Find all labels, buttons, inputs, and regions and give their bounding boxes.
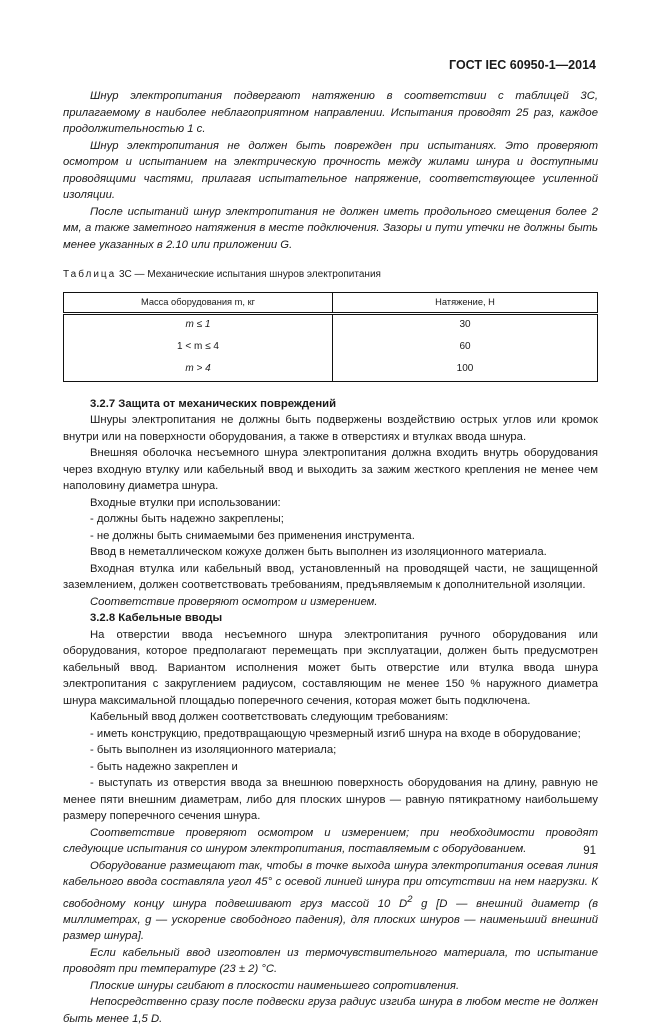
section-heading: 3.2.7 Защита от механических повреждений <box>90 397 337 410</box>
table-caption <box>63 267 598 284</box>
paragraph: Плоские шнуры сгибают в плоскости наименьшего сопротивления. <box>90 979 460 992</box>
paragraph: Соответствие проверяют осмотром и измерением. <box>90 595 378 608</box>
paragraph: Ввод в неметаллическом кожухе должен быть выполнен из изоляционного материала. <box>90 546 547 558</box>
superscript: 2 <box>407 892 413 904</box>
paragraph: Если кабельный ввод изготовлен из термочувствительного материала, то испытание проводят при температуре (23 ± 2) °С. <box>63 946 598 976</box>
list-item: - быть надежно закреплен и <box>90 760 238 773</box>
paragraph: Внешняя оболочка несъемного шнура электропитания должна входить внутрь оборудования через входную втулку или кабельный ввод и выходить за зажим жесткого крепления не менее чем наполовину диаметра шнура. <box>63 447 598 492</box>
cell-mass: m ≤ 1 <box>64 313 333 337</box>
paragraph: Входные втулки при использовании: <box>90 496 281 509</box>
table-row <box>64 337 598 359</box>
cell-tension: 100 <box>333 359 598 382</box>
document-header: ГОСТ IEC 60950-1—2014 <box>449 58 596 72</box>
section-heading: 3.2.8 Кабельные вводы <box>90 612 223 624</box>
paragraph: На отверстии ввода несъемного шнура электропитания ручного оборудования или оборудования, которое предполагают перемещать при эксплуатации, должен быть предусмотрен кабельный ввод. Вариантом исполнения может быть отверстие или втулка ввода шнура электропитания с закруглением радиусом, составляющим не менее 150 % наружного диаметра шнура максимальной площадью поперечного сечения, которая может быть подключена. <box>63 628 598 707</box>
cell-tension: 60 <box>333 337 598 359</box>
table-caption-label: Таблица <box>63 269 117 280</box>
text-run: g [D — внешний диаметр (в миллиметрах, g — ускорение свободного падения), для плоских шнуров — наименьший внешний размер шнура]. <box>63 897 598 943</box>
list-item: - быть выполнен из изоляционного материала; <box>90 744 337 756</box>
cell-mass: m > 4 <box>64 359 333 382</box>
column-header-mass: Масса оборудования m, кг <box>64 292 333 313</box>
list-item: - не должны быть снимаемыми без применения инструмента. <box>90 529 415 542</box>
paragraph: Входная втулка или кабельный ввод, установленный на проводящей части, не защищенной заземлением, должен соответствовать требованиям, предъявляемым к дополнительной изоляции. <box>63 562 598 591</box>
paragraph: Кабельный ввод должен соответствовать следующим требованиям: <box>90 711 449 723</box>
tension-table <box>63 292 598 382</box>
text-run: Оборудование размещают так, чтобы в точке выхода шнура электропитания осевая линия кабельного ввода составляла угол 45° с осевой линией шнура при отсутствии на нем нагрузки. К свободному концу шнура подвешивают груз массой 10 D <box>63 859 598 910</box>
page-number: 91 <box>583 845 596 857</box>
paragraph: Непосредственно сразу после подвески груза радиус изгиба шнура в любом месте не должен быть менее 1,5 D. <box>63 996 598 1025</box>
page-content <box>63 88 598 1027</box>
column-header-tension: Натяжение, Н <box>333 292 598 313</box>
paragraph <box>63 858 598 945</box>
paragraph: Шнур электропитания подвергают натяжению в соответствии с таблицей 3С, прилагаемому в наиболее неблагоприятном направлении. Испытания проводят 25 раз, каждое продолжительностью 1 с. <box>63 90 598 135</box>
paragraph: Шнур электропитания не должен быть поврежден при испытаниях. Это проверяют осмотром и испытанием на электрическую прочность между жилами шнура и доступными проводящими частями, прилагая испытательное напряжение, соответствующее усиленной изоляции. <box>63 139 598 201</box>
table-row <box>64 359 598 382</box>
cell-tension: 30 <box>333 313 598 337</box>
list-item: - иметь конструкцию, предотвращающую чрезмерный изгиб шнура на входе в оборудование; <box>90 727 581 740</box>
table-caption-text: 3С — Механические испытания шнуров электропитания <box>119 269 381 280</box>
table-header-row <box>64 292 598 313</box>
list-item: - должны быть надежно закреплены; <box>90 513 284 525</box>
list-item: - выступать из отверстия ввода за внешнюю поверхность оборудования на длину, равную не менее пяти внешним диаметрам, либо для плоских шнуров — равную пятикратному наибольшему размеру поперечного сечения шнура. <box>63 777 598 822</box>
paragraph: После испытаний шнур электропитания не должен иметь продольного смещения более 2 мм, а также заметного натяжения в месте подключения. Зазоры и пути утечки не должны быть менее указанных в 2.10 или приложении G. <box>63 205 598 251</box>
table-row <box>64 313 598 337</box>
paragraph: Шнуры электропитания не должны быть подвержены воздействию острых углов или кромок внутри или на поверхности оборудования, а также в отверстиях и втулках ввода шнура. <box>63 414 598 443</box>
cell-mass: 1 < m ≤ 4 <box>64 337 333 359</box>
paragraph: Соответствие проверяют осмотром и измерением; при необходимости проводят следующие испытания со шнуром электропитания, поставляемым с оборудованием. <box>63 826 598 855</box>
